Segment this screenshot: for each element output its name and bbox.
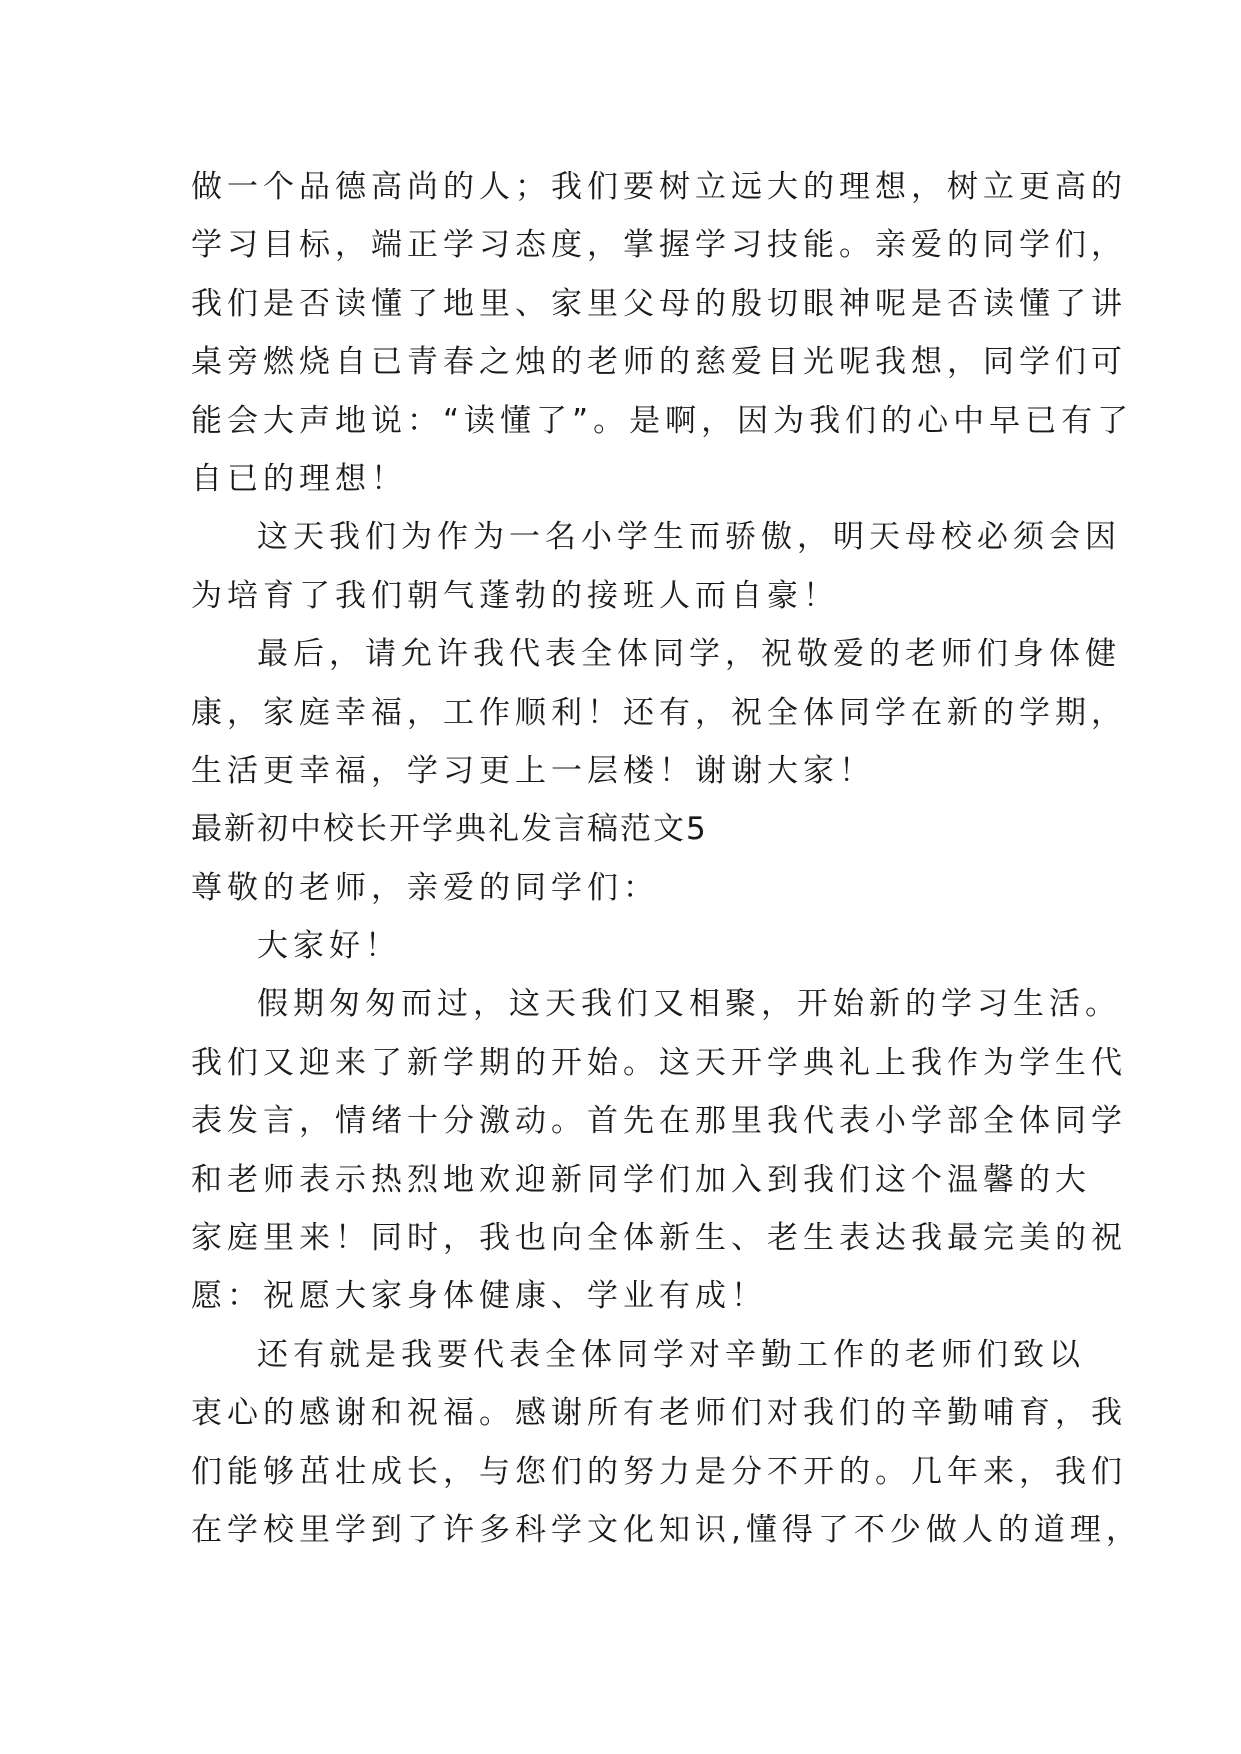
text-line: 桌旁燃烧自已青春之烛的老师的慈爱目光呢我想，同学们可 [191,344,1127,381]
text-line: 和老师表示热烈地欢迎新同学们加入到我们这个温馨的大 [191,1161,1091,1198]
greeting-line: 大家好！ [257,928,401,965]
text-line: 在学校里学到了许多科学文化知识,懂得了不少做人的道理， [191,1511,1142,1548]
text-line: 做一个品德高尚的人；我们要树立远大的理想，树立更高的 [191,169,1127,205]
document-body [191,158,1142,1559]
section-heading: 最新初中校长开学典礼发言稿范文5 [191,811,708,848]
text-line: 我们是否读懂了地里、家里父母的殷切眼神呢是否读懂了讲 [191,285,1127,322]
text-line: 自已的理想！ [191,460,407,497]
text-line: 表发言，情绪十分激动。首先在那里我代表小学部全体同学 [191,1103,1127,1140]
text-line: 家庭里来！同时，我也向全体新生、老生表达我最完美的祝 [191,1220,1127,1257]
text-line: 能会大声地说：“读懂了”。是啊，因为我们的心中早已有了 [191,402,1134,439]
salutation: 尊敬的老师，亲爱的同学们： [191,869,659,906]
text-line: 为培育了我们朝气蓬勃的接班人而自豪！ [191,577,839,614]
text-line: 学习目标，端正学习态度，掌握学习技能。亲爱的同学们， [191,227,1127,264]
text-line: 们能够茁壮成长，与您们的努力是分不开的。几年来，我们 [191,1453,1127,1490]
paragraph-start-line: 假期匆匆而过，这天我们又相聚，开始新的学习生活。 [257,986,1121,1023]
paragraph-start-line: 这天我们为作为一名小学生而骄傲，明天母校必须会因 [257,519,1121,556]
text-line: 衷心的感谢和祝福。感谢所有老师们对我们的辛勤哺育，我 [191,1395,1127,1432]
text-line: 愿：祝愿大家身体健康、学业有成！ [191,1278,767,1315]
text-line: 康，家庭幸福，工作顺利！还有，祝全体同学在新的学期， [191,694,1127,731]
text-line: 生活更幸福，学习更上一层楼！谢谢大家！ [191,752,875,789]
paragraph-start-line: 还有就是我要代表全体同学对辛勤工作的老师们致以 [257,1336,1085,1373]
text-line: 我们又迎来了新学期的开始。这天开学典礼上我作为学生代 [191,1044,1127,1081]
paragraph-start-line: 最后，请允许我代表全体同学，祝敬爱的老师们身体健 [257,636,1121,673]
